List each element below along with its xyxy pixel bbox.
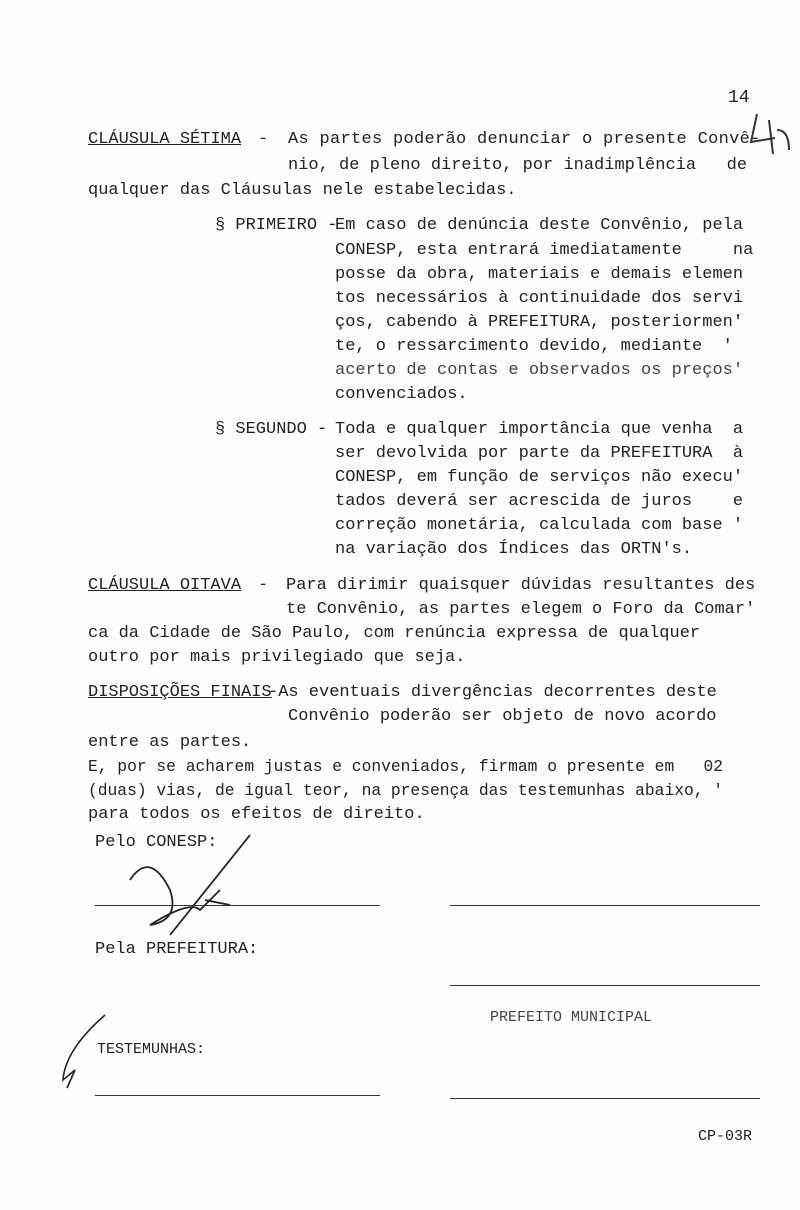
witnesses-label: TESTEMUNHAS:	[97, 1041, 206, 1058]
clause-seventh-line: nio, de pleno direito, por inadimplência de	[288, 156, 748, 175]
clause-eighth-line: te Convênio, as partes elegem o Foro da Comar'	[286, 600, 756, 619]
prefeito-label: PREFEITO MUNICIPAL	[490, 1009, 653, 1026]
second-signature-line	[450, 905, 760, 906]
paragraph-second-line: correção monetária, calculada com base '	[335, 516, 744, 535]
prefeito-signature-line	[450, 985, 760, 986]
paragraph-first-label: § PRIMEIRO -	[215, 216, 338, 235]
final-provisions-line: -As eventuais divergências decorrentes deste	[268, 683, 717, 702]
paragraph-first-line: Em caso de denúncia deste Convênio, pela	[335, 216, 744, 235]
paragraph-first-line: acerto de contas e observados os preços'	[335, 361, 744, 380]
witness-signature-line	[95, 1095, 380, 1096]
clause-dash: -	[258, 576, 269, 595]
paragraph-second-line: ser devolvida por parte da PREFEITURA à	[335, 444, 744, 463]
clause-eighth-line: outro por mais privilegiado que seja.	[88, 648, 466, 667]
paragraph-first-line: te, o ressarcimento devido, mediante '	[335, 337, 733, 356]
prefeitura-signature-label: Pela PREFEITURA:	[95, 940, 259, 959]
clause-eighth-label: CLÁUSULA OITAVA	[88, 576, 242, 595]
final-provisions-line: entre as partes.	[88, 733, 252, 752]
paragraph-second-line: CONESP, em função de serviços não execu'	[335, 468, 744, 487]
clause-seventh-label: CLÁUSULA SÉTIMA	[88, 130, 242, 149]
conesp-signature-line	[95, 905, 380, 906]
handwritten-signature	[110, 830, 270, 940]
final-provisions-line: (duas) vias, de igual teor, na presença das testemunhas abaixo, '	[88, 781, 724, 800]
paragraph-first-line: posse da obra, materiais e demais elemen	[335, 265, 744, 284]
witness-signature-line	[450, 1098, 760, 1099]
final-provisions-label: DISPOSIÇÕES FINAIS	[88, 683, 272, 702]
final-provisions-line: para todos os efeitos de direito.	[88, 805, 425, 824]
paragraph-second-line: tados deverá ser acrescida de juros e	[335, 492, 744, 511]
paragraph-first-line: ços, cabendo à PREFEITURA, posteriormen'	[335, 313, 744, 332]
clause-dash: -	[258, 130, 269, 149]
clause-eighth-line: ca da Cidade de São Paulo, com renúncia expressa de qualquer	[88, 624, 701, 643]
paragraph-second-line: Toda e qualquer importância que venha a	[335, 420, 744, 439]
final-provisions-line: Convênio poderão ser objeto de novo acordo	[288, 707, 717, 726]
footer-code: CP-03R	[698, 1128, 753, 1145]
clause-seventh-line: qualquer das Cláusulas nele estabelecidas.	[88, 181, 517, 200]
final-provisions-line: E, por se acharem justas e conveniados, firmam o presente em 02	[88, 757, 724, 776]
paragraph-first-line: convenciados.	[335, 385, 468, 404]
paragraph-first-line: tos necessários à continuidade dos servi	[335, 289, 744, 308]
clause-seventh-line: As partes poderão denunciar o presente Convê-	[288, 130, 761, 149]
page-number: 14	[728, 88, 750, 108]
paragraph-second-line: na variação dos Índices das ORTN's.	[335, 540, 693, 559]
clause-eighth-line: Para dirimir quaisquer dúvidas resultantes des	[286, 576, 756, 595]
paragraph-second-label: § SEGUNDO -	[215, 420, 328, 439]
paragraph-first-line: CONESP, esta entrará imediatamente na	[335, 241, 754, 260]
conesp-signature-label: Pelo CONESP:	[95, 833, 218, 852]
